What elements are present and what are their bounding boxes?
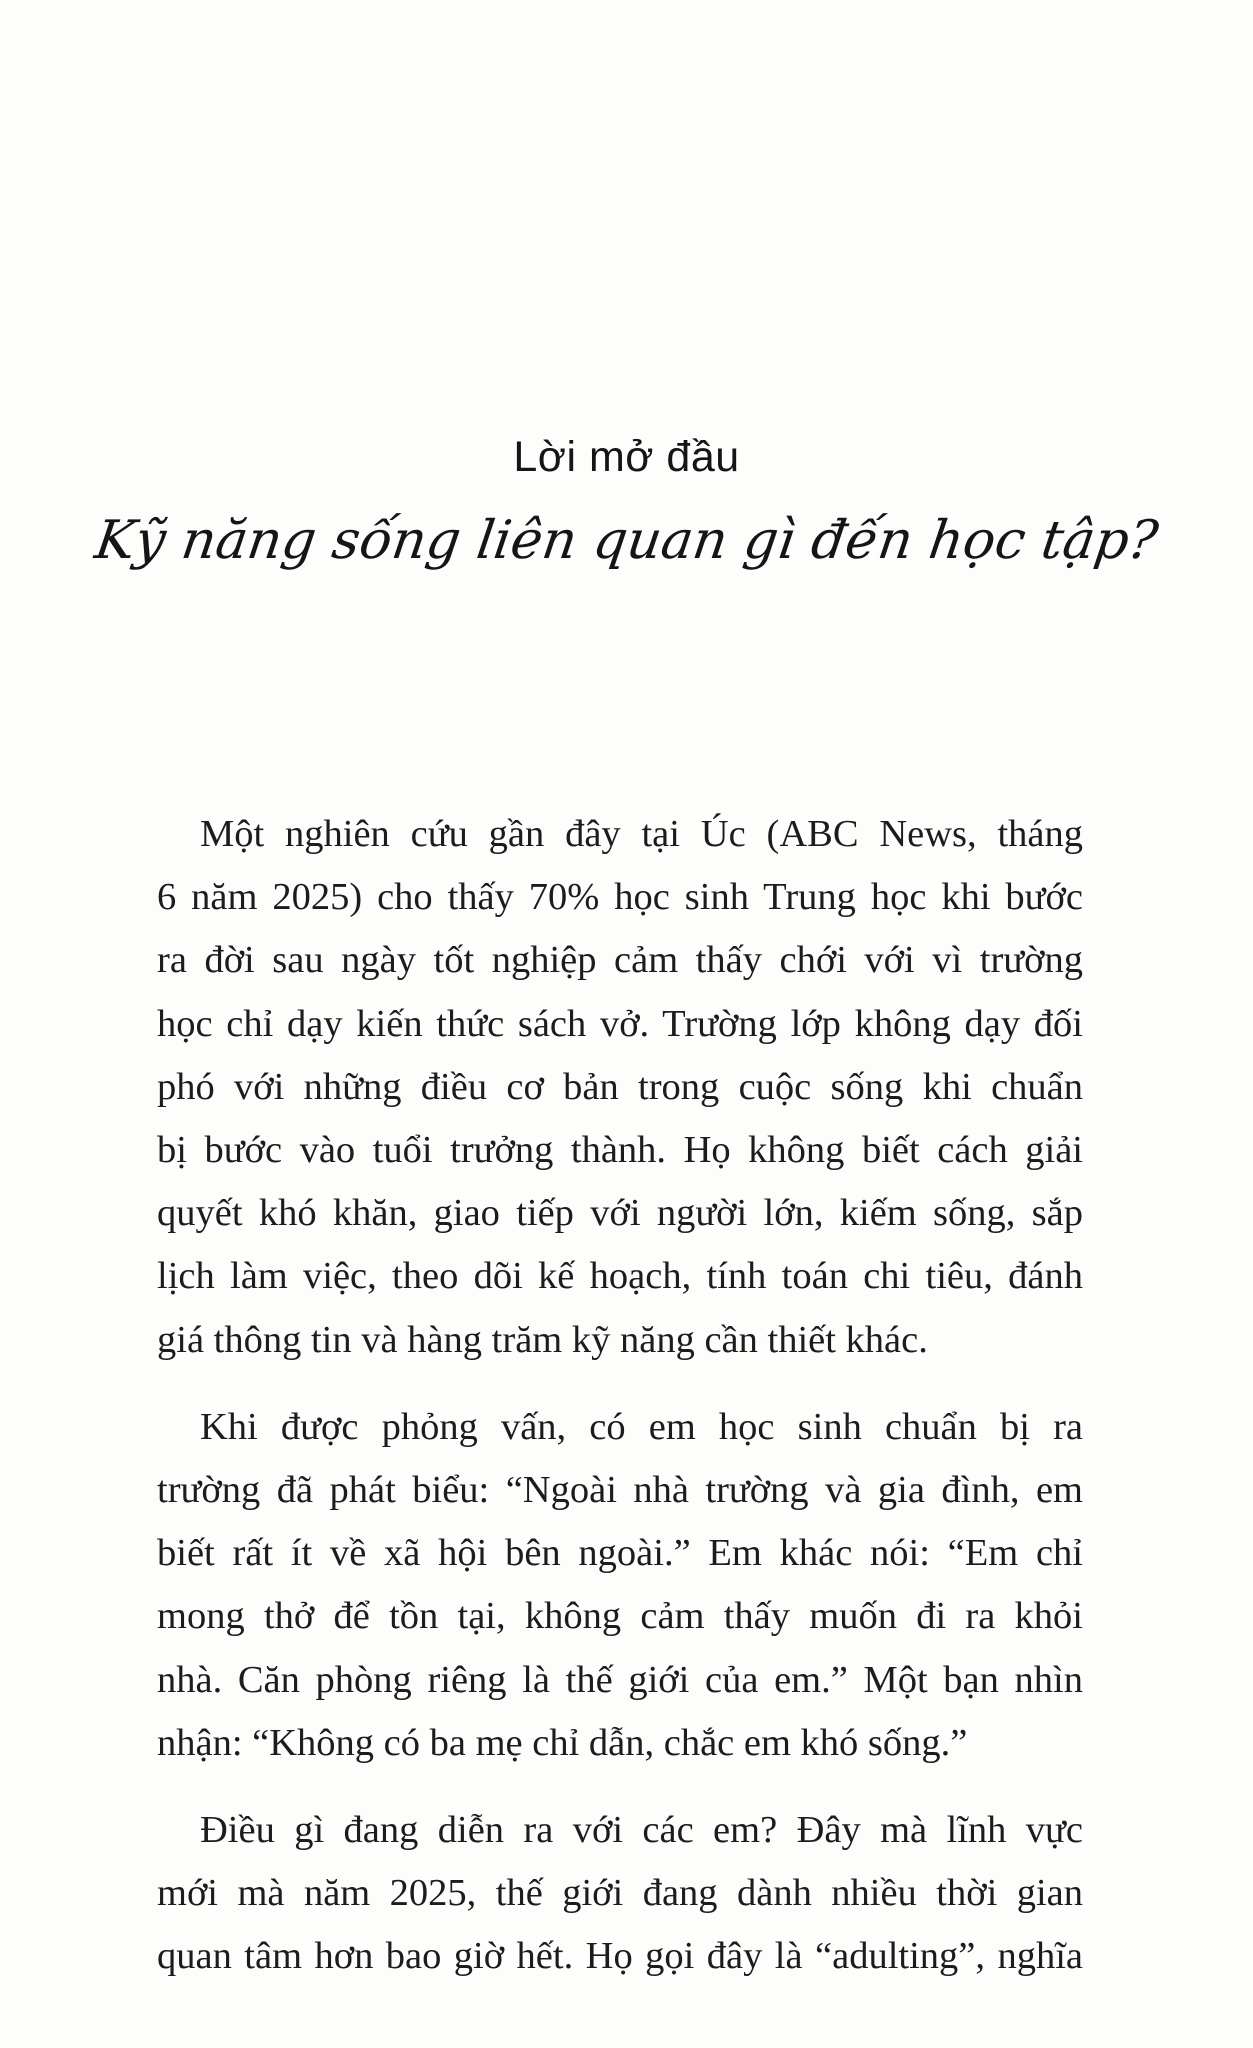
text-line: quan tâm hơn bao giờ hết. Họ gọi đây là “adulting”, nghĩa xyxy=(157,1935,1083,1978)
paragraph-1 xyxy=(157,803,1083,1372)
paragraph-3 xyxy=(157,1799,1083,1989)
text-line: bị bước vào tuổi trưởng thành. Họ không biết cách giải xyxy=(157,1129,1083,1172)
body-text xyxy=(157,803,1083,1989)
chapter-subtitle: Kỹ năng sống liên quan gì đến học tập? xyxy=(91,510,1162,571)
text-line: ra đời sau ngày tốt nghiệp cảm thấy chới với vì trường xyxy=(157,939,1083,982)
text-line: Khi được phỏng vấn, có em học sinh chuẩn bị ra xyxy=(200,1405,1083,1448)
text-line: 6 năm 2025) cho thấy 70% học sinh Trung học khi bước xyxy=(157,876,1083,919)
text-line: mong thở để tồn tại, không cảm thấy muốn đi ra khỏi xyxy=(157,1595,1083,1638)
text-line: mới mà năm 2025, thế giới đang dành nhiều thời gian xyxy=(157,1872,1083,1915)
text-line: phó với những điều cơ bản trong cuộc sống khi chuẩn xyxy=(157,1065,1083,1108)
text-line: nhà. Căn phòng riêng là thế giới của em.” Một bạn nhìn xyxy=(157,1658,1083,1701)
text-line: quyết khó khăn, giao tiếp với người lớn, kiếm sống, sắp xyxy=(157,1192,1083,1235)
text-line: biết rất ít về xã hội bên ngoài.” Em khác nói: “Em chỉ xyxy=(157,1532,1083,1575)
text-line: học chỉ dạy kiến thức sách vở. Trường lớp không dạy đối xyxy=(157,1002,1083,1045)
text-line: trường đã phát biểu: “Ngoài nhà trường và gia đình, em xyxy=(157,1469,1083,1512)
paragraph-2 xyxy=(157,1396,1083,1775)
text-line: Một nghiên cứu gần đây tại Úc (ABC News, tháng xyxy=(200,813,1083,855)
text-line: giá thông tin và hàng trăm kỹ năng cần thiết khác. xyxy=(157,1318,928,1361)
chapter-heading: Lời mở đầu xyxy=(513,433,740,481)
text-line: nhận: “Không có ba mẹ chỉ dẫn, chắc em khó sống.” xyxy=(157,1721,968,1764)
text-line: Điều gì đang diễn ra với các em? Đây mà lĩnh vực xyxy=(200,1809,1083,1852)
text-line: lịch làm việc, theo dõi kế hoạch, tính toán chi tiêu, đánh xyxy=(157,1255,1083,1298)
